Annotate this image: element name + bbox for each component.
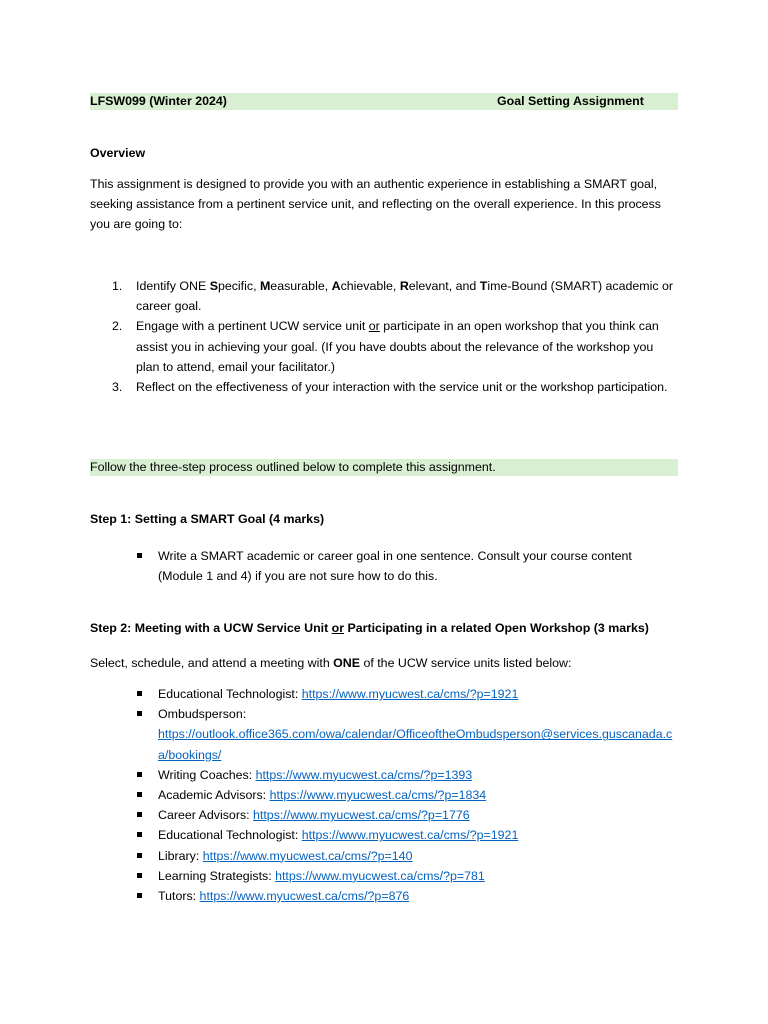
overview-heading: Overview bbox=[90, 146, 146, 160]
unit-link[interactable]: https://www.myucwest.ca/cms/?p=1834 bbox=[269, 788, 487, 803]
process-step-3: 3. Reflect on the effectiveness of your interaction with the service unit or the workshop participation. bbox=[112, 380, 668, 395]
step2-heading: Step 2: Meeting with a UCW Service Unit or Participating in a related Open Workshop (3 marks) bbox=[90, 621, 649, 635]
bullet-icon bbox=[137, 711, 142, 716]
instruction-highlight: Follow the three-step process outlined below to complete this assignment. bbox=[90, 459, 678, 476]
unit-link[interactable]: https://www.myucwest.ca/cms/?p=876 bbox=[199, 889, 410, 904]
step1-list bbox=[90, 546, 680, 586]
bullet-icon bbox=[137, 772, 142, 777]
step1-bullet: Write a SMART academic or career goal in one sentence. Consult your course content (Module 1 and 4) if you are not sure how to do this. bbox=[90, 546, 680, 586]
unit-academic-advisors: Academic Advisors: https://www.myucwest.ca/cms/?p=1834 bbox=[90, 785, 680, 805]
course-code: LFSW099 (Winter 2024) bbox=[90, 94, 227, 108]
unit-library: Library: https://www.myucwest.ca/cms/?p=140 bbox=[90, 846, 680, 866]
overview-intro: This assignment is designed to provide you with an authentic experience in establishing a SMART goal, seeking assistance from a pertinent service unit, and reflecting on the overall experience. In this process you are going to: bbox=[90, 177, 661, 232]
unit-link[interactable]: https://www.myucwest.ca/cms/?p=781 bbox=[275, 868, 485, 883]
unit-link[interactable]: https://www.myucwest.ca/cms/?p=140 bbox=[202, 848, 413, 863]
bullet-icon bbox=[137, 553, 142, 558]
bullet-icon bbox=[137, 873, 142, 878]
bullet-icon bbox=[137, 832, 142, 837]
unit-learning-strategists: Learning Strategists: https://www.myucwest.ca/cms/?p=781 bbox=[90, 866, 680, 886]
step1-heading: Step 1: Setting a SMART Goal (4 marks) bbox=[90, 512, 325, 526]
bullet-icon bbox=[137, 812, 142, 817]
process-step-2: 2. Engage with a pertinent UCW service unit or participate in an open workshop that you think can assist you in achieving your goal. (If you have doubts about the relevance of the workshop you plan to attend, email your facilitator.) bbox=[112, 319, 659, 374]
unit-ombudsperson: Ombudsperson: https://outlook.office365.com/owa/calendar/OfficeoftheOmbudsperson@services.guscanada.ca/bookings/ bbox=[90, 704, 680, 765]
bullet-icon bbox=[137, 691, 142, 696]
unit-career-advisors: Career Advisors: https://www.myucwest.ca/cms/?p=1776 bbox=[90, 805, 680, 825]
unit-link[interactable]: https://www.myucwest.ca/cms/?p=1776 bbox=[253, 808, 470, 823]
bullet-icon bbox=[137, 893, 142, 898]
process-steps-list bbox=[90, 276, 680, 397]
unit-link[interactable]: https://www.myucwest.ca/cms/?p=1921 bbox=[301, 687, 519, 701]
unit-link[interactable]: https://outlook.office365.com/owa/calendar/OfficeoftheOmbudsperson@services.guscanada.ca/bookings/ bbox=[158, 727, 673, 762]
unit-link[interactable]: https://www.myucwest.ca/cms/?p=1921 bbox=[301, 828, 519, 843]
unit-writing-coaches: Writing Coaches: https://www.myucwest.ca/cms/?p=1393 bbox=[90, 765, 680, 785]
unit-educational-technologist-2: Educational Technologist: https://www.myucwest.ca/cms/?p=1921 bbox=[90, 825, 680, 845]
unit-tutors: Tutors: https://www.myucwest.ca/cms/?p=876 bbox=[90, 886, 680, 906]
step2-intro: Select, schedule, and attend a meeting with ONE of the UCW service units listed below: bbox=[90, 656, 572, 670]
assignment-title: Goal Setting Assignment bbox=[497, 94, 644, 108]
service-units-list bbox=[90, 684, 680, 906]
header-bar bbox=[90, 93, 678, 110]
process-step-1: 1. Identify ONE Specific, Measurable, Achievable, Relevant, and Time-Bound (SMART) academic or career goal. bbox=[112, 279, 674, 314]
bullet-icon bbox=[137, 853, 142, 858]
unit-educational-technologist: Educational Technologist: https://www.myucwest.ca/cms/?p=1921 bbox=[90, 684, 680, 704]
bullet-icon bbox=[137, 792, 142, 797]
unit-link[interactable]: https://www.myucwest.ca/cms/?p=1393 bbox=[255, 767, 473, 782]
